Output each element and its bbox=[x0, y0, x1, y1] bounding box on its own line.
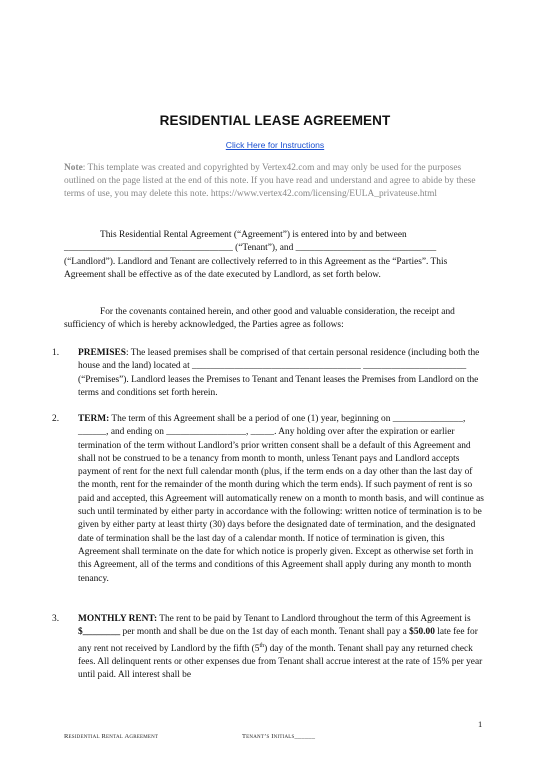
section-heading: PREMISES bbox=[78, 348, 126, 358]
section-text-d: ) day of the month. Tenant shall pay any returned check fees. All delinquent rents or other expenses due from Tenant shall accrue interest at the rate of 15% per year until paid. All interest shall be bbox=[78, 643, 483, 681]
section-text-a: The rent to be paid by Tenant to Landlord throughout the term of this Agreement is bbox=[157, 614, 471, 624]
section-list-2 bbox=[52, 413, 484, 586]
instructions-link[interactable]: Click Here for Instructions bbox=[225, 140, 325, 150]
section-text: : The leased premises shall be comprised of that certain personal residence (including both the house and the land) located at ____________________________________ ______________________ (“Premises”). Landlord leases the Premises to Tenant and Tenant leases the Premises from Landlord on the terms and conditions set forth herein. bbox=[78, 348, 480, 398]
page-number: 1 bbox=[478, 719, 483, 729]
template-note bbox=[64, 162, 484, 201]
section-heading: TERM: bbox=[78, 414, 110, 424]
rent-amount: $________ bbox=[78, 627, 121, 638]
section-text-c: late fee for any rent not received by Landlord by the fifth (5 bbox=[78, 627, 478, 654]
footer-document-name: Residential Rental Agreement bbox=[64, 733, 159, 740]
footer-tenant-initials: Tenant’s Initials______ bbox=[242, 733, 316, 740]
section-premises bbox=[52, 347, 484, 400]
section-text: The term of this Agreement shall be a period of one (1) year, beginning on _______________, ______, and ending on _________________, _____. Any holding over after the expiration or earlier termination of the term without Landlord’s prior written consent shall be a default of this Agreement and shall not be construed to be a tenancy from month to month, unless Tenant pays and Landlord accepts payment of rent for the next full calendar month (plus, if the term ends on a day other than the last day of the month, rent for the remainder of the month during which the term ends). If such payment of rent is so paid and accepted, this Agreement will automatically renew on a month to month basis, and will continue as such until terminated by either party in accordance with the following: written notice of termination is to be given by either party at least thirty (30) days before the designated date of termination, and the designated date of termination shall be the last day of a calendar month. If notice of termination is given, this Agreement shall terminate on the date for which notice is properly given. Except as otherwise set forth in this Agreement, all of the terms and conditions of this Agreement shall apply during any month to month tenancy. bbox=[78, 414, 484, 584]
superscript-th: th bbox=[259, 642, 265, 649]
section-number: 1. bbox=[52, 348, 60, 358]
section-text-b: per month and shall be due on the 1st day of each month. Tenant shall pay a bbox=[120, 627, 410, 638]
section-monthly-rent bbox=[52, 613, 484, 683]
covenants-paragraph: For the covenants contained herein, and other good and valuable consideration, the receipt and sufficiency of which is hereby acknowledged, the Parties agree as follows: bbox=[64, 307, 455, 331]
intro-paragraph: This Residential Rental Agreement (“Agreement”) is entered into by and between ____________________________________ (“Tenant”), and ______________________________ (“Landlord”). Landlord and Tenant are collectively referred to in this Agreement as the “Parties”. This Agreement shall be effective as of the date executed by Landlord, as set forth below. bbox=[64, 230, 448, 280]
section-number: 2. bbox=[52, 414, 60, 424]
section-number: 3. bbox=[52, 614, 60, 624]
section-list bbox=[52, 347, 484, 400]
note-label: Note bbox=[64, 163, 83, 173]
section-list-3 bbox=[52, 613, 484, 683]
page-footer bbox=[64, 733, 484, 740]
section-term bbox=[52, 413, 484, 586]
late-fee: $50.00 bbox=[409, 627, 435, 638]
section-heading: MONTHLY RENT: bbox=[78, 614, 158, 624]
note-text: : This template was created and copyrighted by Vertex42.com and may only be used for the purposes outlined on the page listed at the end of this note. If you have read and understand and agree to abide by these terms of use, you may delete this note. https://www.vertex42.com/licensing/EULA_privateuse.html bbox=[64, 163, 476, 199]
document-title: RESIDENTIAL LEASE AGREEMENT bbox=[159, 113, 391, 128]
